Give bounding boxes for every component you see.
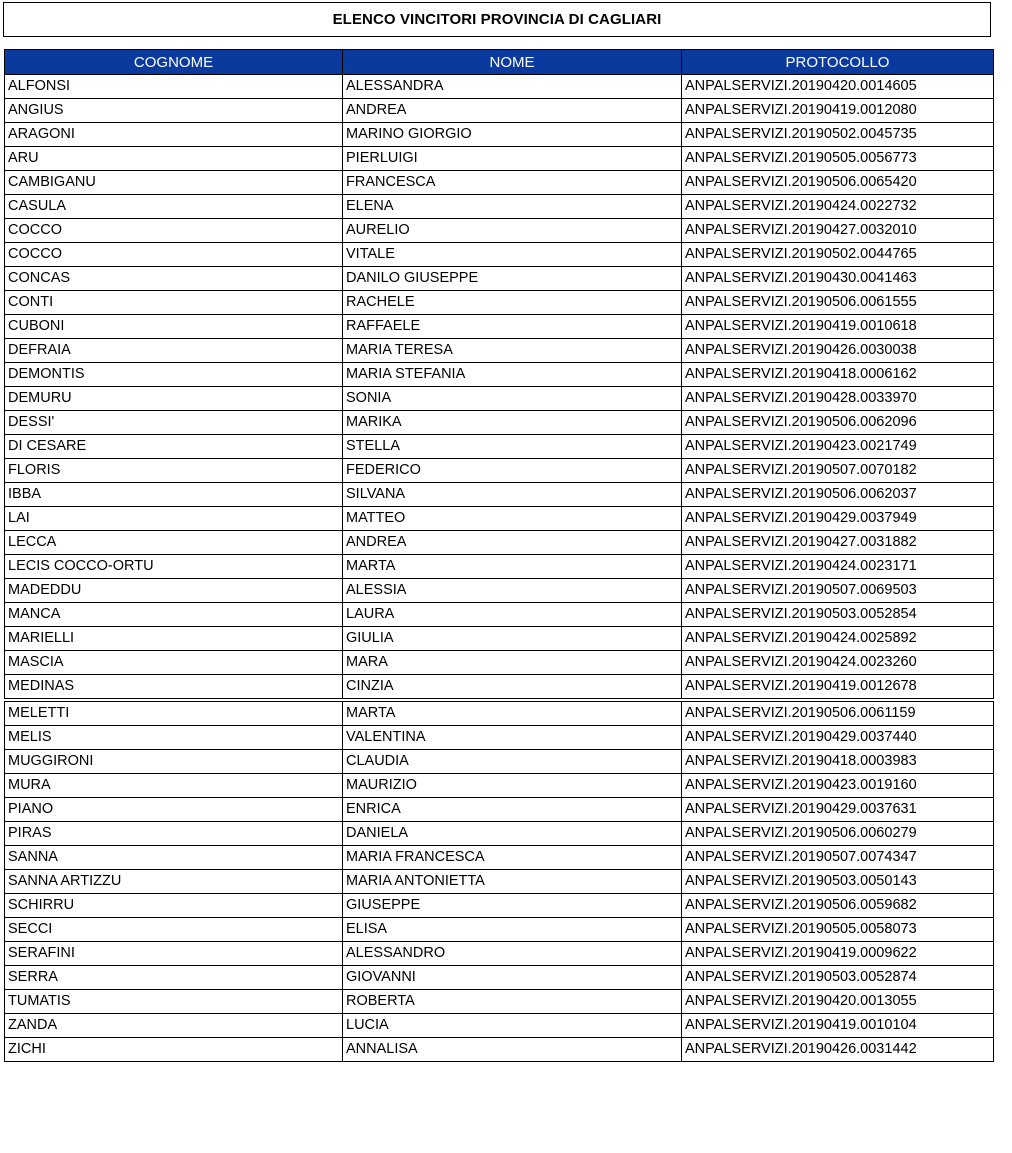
cell-protocollo: ANPALSERVIZI.20190428.0033970 [682,387,994,411]
table-row [5,990,994,1014]
cell-protocollo: ANPALSERVIZI.20190507.0074347 [682,846,994,870]
cell-nome: MARTA [343,700,682,726]
cell-cognome: CASULA [5,195,343,219]
winners-table [4,49,994,1062]
cell-nome: ANNALISA [343,1038,682,1062]
cell-cognome: IBBA [5,483,343,507]
cell-nome: ELENA [343,195,682,219]
cell-protocollo: ANPALSERVIZI.20190507.0069503 [682,579,994,603]
cell-protocollo: ANPALSERVIZI.20190507.0070182 [682,459,994,483]
cell-protocollo: ANPALSERVIZI.20190424.0023171 [682,555,994,579]
cell-nome: LAURA [343,603,682,627]
cell-cognome: CONTI [5,291,343,315]
cell-protocollo: ANPALSERVIZI.20190419.0010618 [682,315,994,339]
cell-cognome: ARAGONI [5,123,343,147]
cell-protocollo: ANPALSERVIZI.20190503.0050143 [682,870,994,894]
cell-protocollo: ANPALSERVIZI.20190505.0056773 [682,147,994,171]
table-row [5,219,994,243]
cell-nome: ALESSANDRA [343,75,682,99]
table-row [5,339,994,363]
cell-nome: PIERLUIGI [343,147,682,171]
cell-cognome: MELIS [5,726,343,750]
table-row [5,147,994,171]
cell-cognome: SCHIRRU [5,894,343,918]
cell-cognome: CAMBIGANU [5,171,343,195]
cell-protocollo: ANPALSERVIZI.20190506.0061159 [682,700,994,726]
table-row [5,774,994,798]
column-header-cognome: COGNOME [5,50,343,75]
table-row [5,700,994,726]
cell-protocollo: ANPALSERVIZI.20190506.0060279 [682,822,994,846]
cell-protocollo: ANPALSERVIZI.20190429.0037631 [682,798,994,822]
cell-cognome: ARU [5,147,343,171]
cell-protocollo: ANPALSERVIZI.20190420.0013055 [682,990,994,1014]
table-row [5,75,994,99]
cell-protocollo: ANPALSERVIZI.20190506.0062096 [682,411,994,435]
cell-cognome: SANNA [5,846,343,870]
table-row [5,531,994,555]
cell-protocollo: ANPALSERVIZI.20190503.0052874 [682,966,994,990]
cell-protocollo: ANPALSERVIZI.20190505.0058073 [682,918,994,942]
table-row [5,942,994,966]
header-row [5,50,994,75]
cell-cognome: DEFRAIA [5,339,343,363]
table-row [5,435,994,459]
table-row [5,291,994,315]
cell-nome: MARTA [343,555,682,579]
cell-cognome: PIRAS [5,822,343,846]
cell-nome: AURELIO [343,219,682,243]
cell-protocollo: ANPALSERVIZI.20190429.0037949 [682,507,994,531]
cell-nome: RAFFAELE [343,315,682,339]
cell-cognome: DEMURU [5,387,343,411]
cell-nome: ALESSANDRO [343,942,682,966]
cell-nome: CINZIA [343,675,682,701]
cell-cognome: CUBONI [5,315,343,339]
cell-protocollo: ANPALSERVIZI.20190424.0025892 [682,627,994,651]
cell-nome: MARIA TERESA [343,339,682,363]
cell-cognome: DI CESARE [5,435,343,459]
cell-nome: DANIELA [343,822,682,846]
cell-nome: DANILO GIUSEPPE [343,267,682,291]
cell-protocollo: ANPALSERVIZI.20190427.0032010 [682,219,994,243]
table-row [5,507,994,531]
table-row [5,966,994,990]
cell-protocollo: ANPALSERVIZI.20190419.0010104 [682,1014,994,1038]
winners-table-container [4,49,993,1062]
table-row [5,1014,994,1038]
cell-cognome: SERRA [5,966,343,990]
table-row [5,411,994,435]
table-row [5,99,994,123]
cell-cognome: TUMATIS [5,990,343,1014]
cell-cognome: CONCAS [5,267,343,291]
cell-protocollo: ANPALSERVIZI.20190427.0031882 [682,531,994,555]
table-row [5,822,994,846]
table-row [5,483,994,507]
cell-nome: ALESSIA [343,579,682,603]
table-row [5,315,994,339]
cell-cognome: MARIELLI [5,627,343,651]
table-row [5,726,994,750]
cell-nome: SONIA [343,387,682,411]
cell-nome: MARIA STEFANIA [343,363,682,387]
table-row [5,894,994,918]
cell-cognome: MEDINAS [5,675,343,701]
cell-cognome: SANNA ARTIZZU [5,870,343,894]
cell-cognome: ZANDA [5,1014,343,1038]
table-row [5,267,994,291]
table-row [5,651,994,675]
table-row [5,459,994,483]
cell-nome: ENRICA [343,798,682,822]
cell-protocollo: ANPALSERVIZI.20190429.0037440 [682,726,994,750]
table-row [5,195,994,219]
cell-protocollo: ANPALSERVIZI.20190424.0023260 [682,651,994,675]
cell-nome: CLAUDIA [343,750,682,774]
cell-nome: VITALE [343,243,682,267]
column-header-protocollo: PROTOCOLLO [682,50,994,75]
cell-nome: LUCIA [343,1014,682,1038]
cell-nome: MARIA ANTONIETTA [343,870,682,894]
cell-nome: GIUSEPPE [343,894,682,918]
cell-protocollo: ANPALSERVIZI.20190502.0045735 [682,123,994,147]
cell-protocollo: ANPALSERVIZI.20190418.0003983 [682,750,994,774]
cell-cognome: ZICHI [5,1038,343,1062]
table-row [5,1038,994,1062]
table-body [5,75,994,1062]
table-row [5,675,994,701]
cell-cognome: MURA [5,774,343,798]
cell-cognome: COCCO [5,243,343,267]
cell-protocollo: ANPALSERVIZI.20190420.0014605 [682,75,994,99]
table-header [5,50,994,75]
column-header-nome: NOME [343,50,682,75]
cell-protocollo: ANPALSERVIZI.20190506.0065420 [682,171,994,195]
table-row [5,387,994,411]
table-row [5,870,994,894]
cell-cognome: SECCI [5,918,343,942]
cell-nome: MARINO GIORGIO [343,123,682,147]
table-row [5,171,994,195]
cell-protocollo: ANPALSERVIZI.20190423.0021749 [682,435,994,459]
cell-protocollo: ANPALSERVIZI.20190426.0031442 [682,1038,994,1062]
cell-cognome: MELETTI [5,700,343,726]
cell-protocollo: ANPALSERVIZI.20190506.0062037 [682,483,994,507]
cell-cognome: FLORIS [5,459,343,483]
cell-cognome: DESSI' [5,411,343,435]
cell-nome: ANDREA [343,99,682,123]
cell-nome: GIULIA [343,627,682,651]
cell-protocollo: ANPALSERVIZI.20190419.0012080 [682,99,994,123]
cell-protocollo: ANPALSERVIZI.20190502.0044765 [682,243,994,267]
table-row [5,918,994,942]
cell-cognome: MANCA [5,603,343,627]
cell-protocollo: ANPALSERVIZI.20190419.0012678 [682,675,994,701]
cell-nome: GIOVANNI [343,966,682,990]
cell-protocollo: ANPALSERVIZI.20190426.0030038 [682,339,994,363]
cell-cognome: PIANO [5,798,343,822]
cell-cognome: COCCO [5,219,343,243]
cell-cognome: DEMONTIS [5,363,343,387]
cell-protocollo: ANPALSERVIZI.20190506.0059682 [682,894,994,918]
table-row [5,627,994,651]
cell-nome: ROBERTA [343,990,682,1014]
cell-nome: ELISA [343,918,682,942]
table-row [5,603,994,627]
cell-nome: MARIA FRANCESCA [343,846,682,870]
cell-cognome: SERAFINI [5,942,343,966]
cell-cognome: LECCA [5,531,343,555]
cell-protocollo: ANPALSERVIZI.20190430.0041463 [682,267,994,291]
table-row [5,750,994,774]
cell-nome: MATTEO [343,507,682,531]
cell-protocollo: ANPALSERVIZI.20190423.0019160 [682,774,994,798]
cell-nome: RACHELE [343,291,682,315]
cell-cognome: MADEDDU [5,579,343,603]
cell-nome: MAURIZIO [343,774,682,798]
cell-nome: FEDERICO [343,459,682,483]
table-row [5,555,994,579]
cell-nome: MARIKA [343,411,682,435]
cell-nome: FRANCESCA [343,171,682,195]
table-row [5,798,994,822]
cell-cognome: MUGGIRONI [5,750,343,774]
table-row [5,243,994,267]
cell-cognome: ANGIUS [5,99,343,123]
cell-cognome: MASCIA [5,651,343,675]
cell-nome: ANDREA [343,531,682,555]
cell-protocollo: ANPALSERVIZI.20190506.0061555 [682,291,994,315]
table-row [5,846,994,870]
cell-protocollo: ANPALSERVIZI.20190503.0052854 [682,603,994,627]
document-title: ELENCO VINCITORI PROVINCIA DI CAGLIARI [3,2,991,37]
cell-protocollo: ANPALSERVIZI.20190419.0009622 [682,942,994,966]
cell-cognome: ALFONSI [5,75,343,99]
cell-nome: VALENTINA [343,726,682,750]
cell-protocollo: ANPALSERVIZI.20190424.0022732 [682,195,994,219]
table-row [5,579,994,603]
cell-cognome: LAI [5,507,343,531]
table-row [5,123,994,147]
cell-nome: MARA [343,651,682,675]
cell-nome: STELLA [343,435,682,459]
table-row [5,363,994,387]
cell-protocollo: ANPALSERVIZI.20190418.0006162 [682,363,994,387]
cell-cognome: LECIS COCCO-ORTU [5,555,343,579]
cell-nome: SILVANA [343,483,682,507]
